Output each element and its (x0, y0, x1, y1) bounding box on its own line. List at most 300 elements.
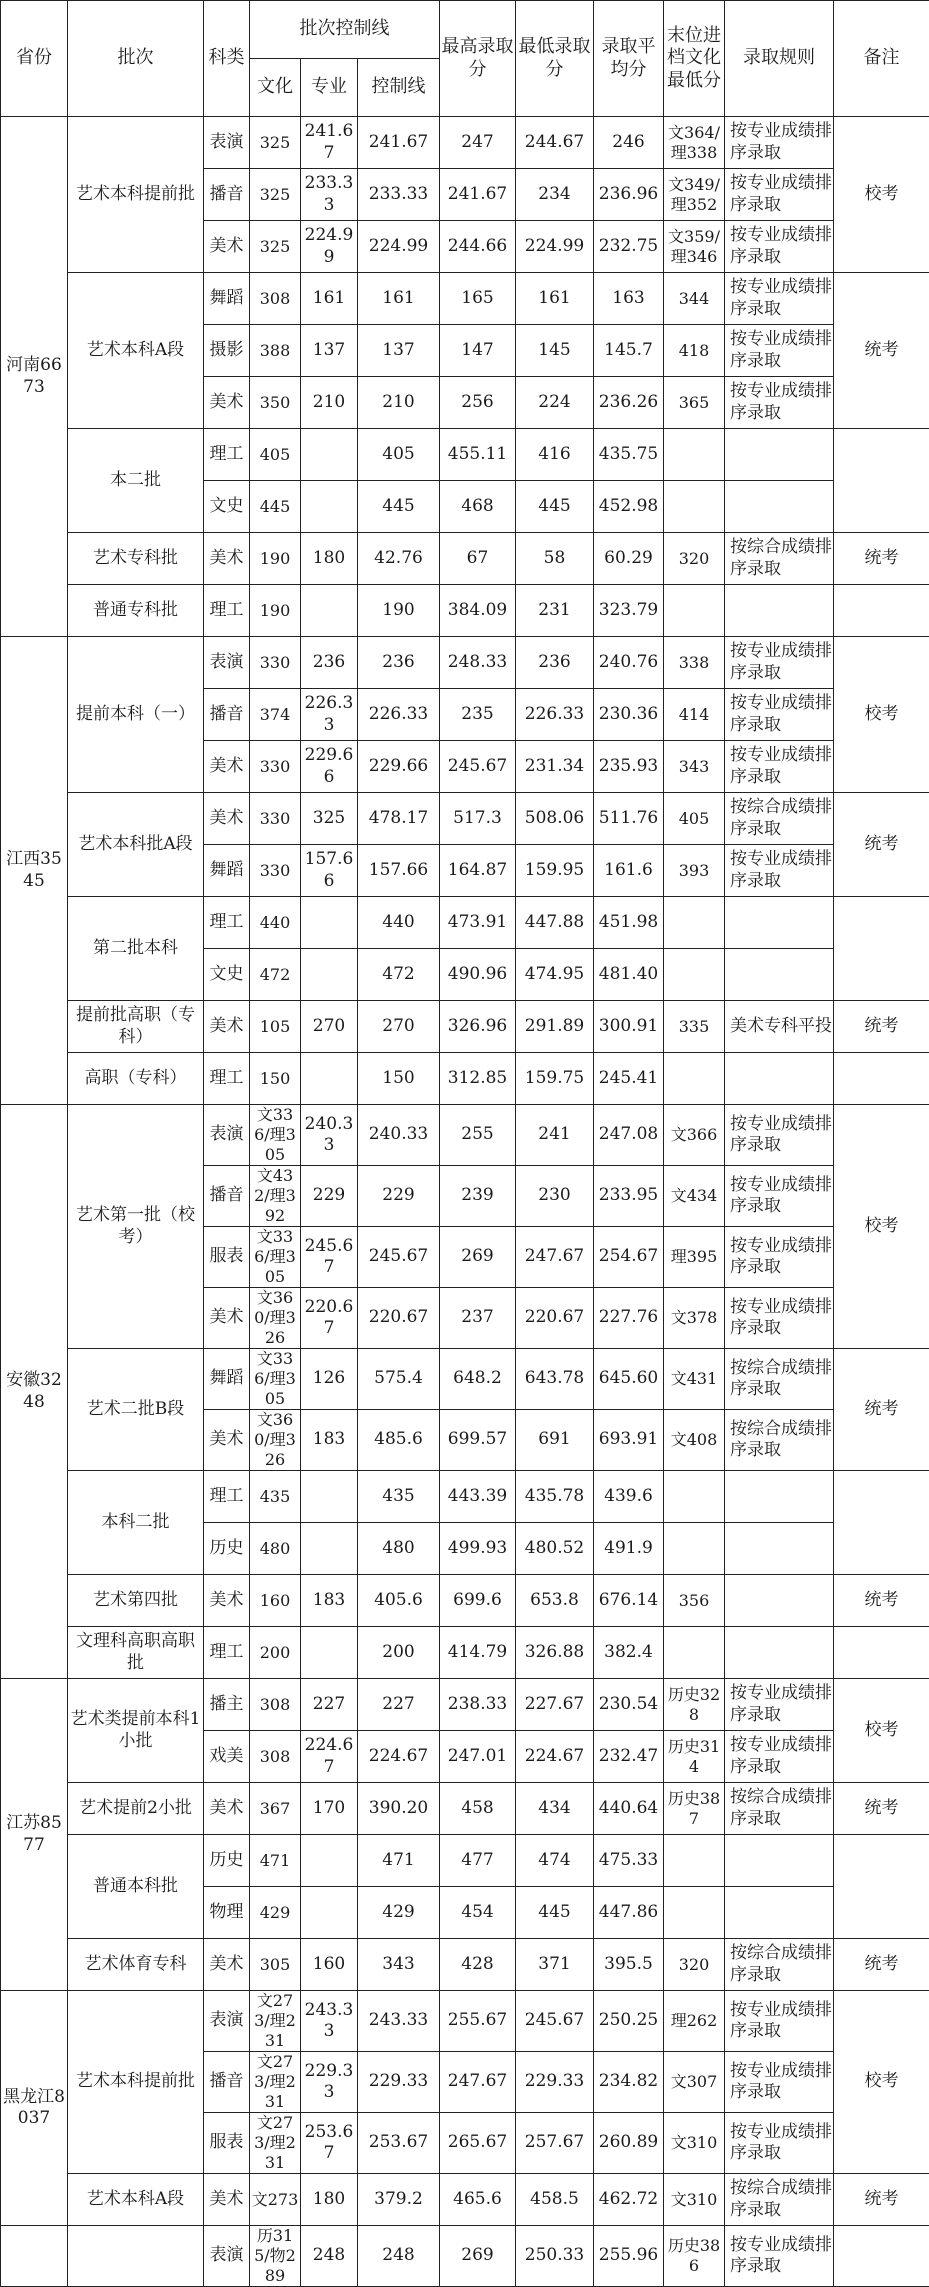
min-score-cell: 458.5 (516, 2174, 594, 2226)
culture-cell: 471 (250, 1835, 301, 1887)
culture-cell: 文273/理231 (250, 2052, 301, 2113)
avg-score-cell: 232.75 (594, 221, 664, 273)
remark-cell: 统考 (834, 1939, 929, 1991)
control-cell: 210 (358, 377, 440, 429)
min-score-cell: 161 (516, 273, 594, 325)
max-score-cell: 326.96 (440, 1001, 516, 1053)
rule-cell (725, 1887, 834, 1939)
control-cell: 157.66 (358, 845, 440, 897)
table-row (1, 117, 929, 169)
avg-score-cell: 300.91 (594, 1001, 664, 1053)
last-culture-cell: 历史387 (664, 1783, 725, 1835)
avg-score-cell: 227.76 (594, 1288, 664, 1349)
rule-cell (725, 1523, 834, 1575)
batch-cell: 艺术类提前本科1小批 (68, 1679, 204, 1783)
culture-cell: 367 (250, 1783, 301, 1835)
avg-score-cell: 254.67 (594, 1227, 664, 1288)
table-row (1, 637, 929, 689)
culture-cell: 文360/理326 (250, 1288, 301, 1349)
table-row (1, 2174, 929, 2226)
avg-score-cell: 250.25 (594, 1991, 664, 2052)
culture-cell: 325 (250, 117, 301, 169)
header-subject: 科类 (204, 1, 250, 117)
remark-cell: 统考 (834, 1349, 929, 1471)
rule-cell (725, 1627, 834, 1679)
culture-cell: 200 (250, 1627, 301, 1679)
min-score-cell: 145 (516, 325, 594, 377)
batch-cell: 艺术二批B段 (68, 1349, 204, 1471)
batch-cell (68, 2226, 204, 2287)
avg-score-cell: 232.47 (594, 1731, 664, 1783)
last-culture-cell (664, 1627, 725, 1679)
control-cell: 220.67 (358, 1288, 440, 1349)
min-score-cell: 326.88 (516, 1627, 594, 1679)
max-score-cell: 468 (440, 481, 516, 533)
min-score-cell: 226.33 (516, 689, 594, 741)
last-culture-cell: 418 (664, 325, 725, 377)
culture-cell: 190 (250, 533, 301, 585)
batch-cell: 艺术专科批 (68, 533, 204, 585)
last-culture-cell: 356 (664, 1575, 725, 1627)
last-culture-cell (664, 585, 725, 637)
culture-cell: 308 (250, 1679, 301, 1731)
rule-cell (725, 1053, 834, 1105)
control-cell: 435 (358, 1471, 440, 1523)
avg-score-cell: 255.96 (594, 2226, 664, 2287)
control-cell: 229.33 (358, 2052, 440, 2113)
min-score-cell: 474.95 (516, 949, 594, 1001)
min-score-cell: 691 (516, 1410, 594, 1471)
major-cell (301, 1835, 358, 1887)
culture-cell: 330 (250, 793, 301, 845)
major-cell: 229 (301, 1166, 358, 1227)
subject-cell: 美术 (204, 221, 250, 273)
table-row (1, 1783, 929, 1835)
max-score-cell: 699.57 (440, 1410, 516, 1471)
control-cell: 405.6 (358, 1575, 440, 1627)
remark-cell (834, 1627, 929, 1679)
avg-score-cell: 435.75 (594, 429, 664, 481)
subject-cell: 服表 (204, 1227, 250, 1288)
avg-score-cell: 260.89 (594, 2113, 664, 2174)
major-cell: 253.67 (301, 2113, 358, 2174)
avg-score-cell: 395.5 (594, 1939, 664, 1991)
avg-score-cell: 475.33 (594, 1835, 664, 1887)
major-cell: 229.33 (301, 2052, 358, 2113)
last-culture-cell: 历史314 (664, 1731, 725, 1783)
culture-cell: 历315/物289 (250, 2226, 301, 2287)
culture-cell: 325 (250, 221, 301, 273)
remark-cell: 校考 (834, 1679, 929, 1783)
avg-score-cell: 645.60 (594, 1349, 664, 1410)
avg-score-cell: 451.98 (594, 897, 664, 949)
max-score-cell: 490.96 (440, 949, 516, 1001)
table-row (1, 1471, 929, 1523)
culture-cell: 429 (250, 1887, 301, 1939)
min-score-cell: 244.67 (516, 117, 594, 169)
avg-score-cell: 245.41 (594, 1053, 664, 1105)
subject-cell: 美术 (204, 1001, 250, 1053)
control-cell: 190 (358, 585, 440, 637)
table-row (1, 1991, 929, 2052)
header-row-top (1, 1, 929, 59)
subject-cell: 历史 (204, 1523, 250, 1575)
control-cell: 229.66 (358, 741, 440, 793)
control-cell: 233.33 (358, 169, 440, 221)
rule-cell: 按专业成绩排序录取 (725, 741, 834, 793)
rule-cell: 按综合成绩排序录取 (725, 1939, 834, 1991)
culture-cell: 160 (250, 1575, 301, 1627)
subject-cell: 戏美 (204, 1731, 250, 1783)
culture-cell: 文432/理392 (250, 1166, 301, 1227)
rule-cell (725, 585, 834, 637)
max-score-cell: 67 (440, 533, 516, 585)
last-culture-cell: 文366 (664, 1105, 725, 1166)
avg-score-cell: 452.98 (594, 481, 664, 533)
batch-cell: 高职（专科） (68, 1053, 204, 1105)
culture-cell: 330 (250, 637, 301, 689)
subject-cell: 理工 (204, 1053, 250, 1105)
remark-cell (834, 897, 929, 1001)
rule-cell (725, 1835, 834, 1887)
major-cell (301, 1471, 358, 1523)
batch-cell: 提前本科（一） (68, 637, 204, 793)
subject-cell: 文史 (204, 481, 250, 533)
subject-cell: 舞蹈 (204, 1349, 250, 1410)
max-score-cell: 454 (440, 1887, 516, 1939)
max-score-cell: 165 (440, 273, 516, 325)
rule-cell: 按专业成绩排序录取 (725, 2052, 834, 2113)
max-score-cell: 443.39 (440, 1471, 516, 1523)
rule-cell: 美术专科平投 (725, 1001, 834, 1053)
rule-cell (725, 1471, 834, 1523)
min-score-cell: 245.67 (516, 1991, 594, 2052)
min-score-cell: 159.75 (516, 1053, 594, 1105)
remark-cell (834, 1471, 929, 1575)
max-score-cell: 239 (440, 1166, 516, 1227)
remark-cell: 统考 (834, 2174, 929, 2226)
table-row (1, 897, 929, 949)
province-cell: 安徽3248 (1, 1105, 68, 1679)
control-cell: 161 (358, 273, 440, 325)
max-score-cell: 414.79 (440, 1627, 516, 1679)
remark-cell: 统考 (834, 533, 929, 585)
min-score-cell: 236 (516, 637, 594, 689)
last-culture-cell (664, 1887, 725, 1939)
control-cell: 390.20 (358, 1783, 440, 1835)
major-cell: 161 (301, 273, 358, 325)
subject-cell: 舞蹈 (204, 845, 250, 897)
subject-cell: 美术 (204, 793, 250, 845)
subject-cell: 美术 (204, 1575, 250, 1627)
last-culture-cell: 335 (664, 1001, 725, 1053)
rule-cell: 按专业成绩排序录取 (725, 845, 834, 897)
remark-cell: 统考 (834, 1783, 929, 1835)
subject-cell: 理工 (204, 897, 250, 949)
batch-cell: 艺术第一批（校考） (68, 1105, 204, 1349)
culture-cell: 文273/理231 (250, 1991, 301, 2052)
max-score-cell: 517.3 (440, 793, 516, 845)
subject-cell: 服表 (204, 2113, 250, 2174)
last-culture-cell (664, 1835, 725, 1887)
rule-cell (725, 481, 834, 533)
subject-cell: 表演 (204, 2226, 250, 2287)
subject-cell: 美术 (204, 1939, 250, 1991)
culture-cell: 435 (250, 1471, 301, 1523)
control-cell: 226.33 (358, 689, 440, 741)
avg-score-cell: 323.79 (594, 585, 664, 637)
avg-score-cell: 234.82 (594, 2052, 664, 2113)
subject-cell: 美术 (204, 2174, 250, 2226)
avg-score-cell: 246 (594, 117, 664, 169)
max-score-cell: 384.09 (440, 585, 516, 637)
min-score-cell: 480.52 (516, 1523, 594, 1575)
rule-cell: 按专业成绩排序录取 (725, 689, 834, 741)
min-score-cell: 445 (516, 481, 594, 533)
control-cell: 379.2 (358, 2174, 440, 2226)
culture-cell: 472 (250, 949, 301, 1001)
culture-cell: 308 (250, 1731, 301, 1783)
province-cell: 江苏8577 (1, 1679, 68, 1991)
control-cell: 240.33 (358, 1105, 440, 1166)
rule-cell: 按专业成绩排序录取 (725, 221, 834, 273)
culture-cell: 文336/理305 (250, 1105, 301, 1166)
major-cell: 180 (301, 533, 358, 585)
subject-cell: 美术 (204, 741, 250, 793)
last-culture-cell: 文349/理352 (664, 169, 725, 221)
max-score-cell: 499.93 (440, 1523, 516, 1575)
subject-cell: 播主 (204, 1679, 250, 1731)
culture-cell: 350 (250, 377, 301, 429)
major-cell (301, 429, 358, 481)
batch-cell: 文理科高职高职批 (68, 1627, 204, 1679)
major-cell: 224.99 (301, 221, 358, 273)
header-control-group: 批次控制线 (250, 1, 440, 59)
rule-cell: 按专业成绩排序录取 (725, 273, 834, 325)
control-cell: 42.76 (358, 533, 440, 585)
last-culture-cell (664, 481, 725, 533)
subject-cell: 理工 (204, 1627, 250, 1679)
avg-score-cell: 236.26 (594, 377, 664, 429)
max-score-cell: 699.6 (440, 1575, 516, 1627)
batch-cell: 艺术本科批A段 (68, 793, 204, 897)
max-score-cell: 648.2 (440, 1349, 516, 1410)
culture-cell: 445 (250, 481, 301, 533)
control-cell: 472 (358, 949, 440, 1001)
province-cell: 黑龙江8037 (1, 1991, 68, 2226)
min-score-cell: 653.8 (516, 1575, 594, 1627)
control-cell: 270 (358, 1001, 440, 1053)
header-batch: 批次 (68, 1, 204, 117)
min-score-cell: 220.67 (516, 1288, 594, 1349)
major-cell: 224.67 (301, 1731, 358, 1783)
control-cell: 227 (358, 1679, 440, 1731)
subject-cell: 历史 (204, 1835, 250, 1887)
batch-cell: 艺术本科提前批 (68, 117, 204, 273)
rule-cell: 按专业成绩排序录取 (725, 169, 834, 221)
remark-cell (834, 2226, 929, 2287)
subject-cell: 理工 (204, 1471, 250, 1523)
control-cell: 429 (358, 1887, 440, 1939)
subject-cell: 美术 (204, 1410, 250, 1471)
max-score-cell: 465.6 (440, 2174, 516, 2226)
subject-cell: 表演 (204, 1105, 250, 1166)
rule-cell: 按专业成绩排序录取 (725, 325, 834, 377)
control-cell: 150 (358, 1053, 440, 1105)
subject-cell: 表演 (204, 1991, 250, 2052)
min-score-cell: 643.78 (516, 1349, 594, 1410)
major-cell (301, 1627, 358, 1679)
avg-score-cell: 163 (594, 273, 664, 325)
min-score-cell: 474 (516, 1835, 594, 1887)
major-cell: 170 (301, 1783, 358, 1835)
control-cell: 248 (358, 2226, 440, 2287)
control-cell: 405 (358, 429, 440, 481)
subject-cell: 理工 (204, 429, 250, 481)
culture-cell: 文336/理305 (250, 1227, 301, 1288)
province-cell: 江西3545 (1, 637, 68, 1105)
culture-cell: 文336/理305 (250, 1349, 301, 1410)
control-cell: 343 (358, 1939, 440, 1991)
avg-score-cell: 447.86 (594, 1887, 664, 1939)
rule-cell: 按综合成绩排序录取 (725, 1349, 834, 1410)
header-avg-score: 录取平均分 (594, 1, 664, 117)
avg-score-cell: 439.6 (594, 1471, 664, 1523)
subject-cell: 播音 (204, 1166, 250, 1227)
control-cell: 575.4 (358, 1349, 440, 1410)
min-score-cell: 416 (516, 429, 594, 481)
remark-cell: 校考 (834, 1991, 929, 2174)
table-row (1, 1835, 929, 1887)
min-score-cell: 371 (516, 1939, 594, 1991)
major-cell: 243.33 (301, 1991, 358, 2052)
control-cell: 224.67 (358, 1731, 440, 1783)
control-cell: 224.99 (358, 221, 440, 273)
major-cell (301, 481, 358, 533)
header-rule: 录取规则 (725, 1, 834, 117)
rule-cell: 按专业成绩排序录取 (725, 2113, 834, 2174)
control-cell: 229 (358, 1166, 440, 1227)
min-score-cell: 224.67 (516, 1731, 594, 1783)
rule-cell (725, 429, 834, 481)
rule-cell: 按专业成绩排序录取 (725, 2226, 834, 2287)
batch-cell: 本二批 (68, 429, 204, 533)
major-cell: 236 (301, 637, 358, 689)
batch-cell: 普通本科批 (68, 1835, 204, 1939)
culture-cell: 190 (250, 585, 301, 637)
control-cell: 478.17 (358, 793, 440, 845)
remark-cell: 校考 (834, 117, 929, 273)
batch-cell: 艺术第四批 (68, 1575, 204, 1627)
remark-cell: 统考 (834, 1575, 929, 1627)
rule-cell: 按专业成绩排序录取 (725, 117, 834, 169)
max-score-cell: 244.66 (440, 221, 516, 273)
batch-cell: 本科二批 (68, 1471, 204, 1575)
major-cell: 183 (301, 1575, 358, 1627)
last-culture-cell: 文378 (664, 1288, 725, 1349)
last-culture-cell: 文359/理346 (664, 221, 725, 273)
batch-cell: 第二批本科 (68, 897, 204, 1001)
min-score-cell: 224 (516, 377, 594, 429)
rule-cell: 按综合成绩排序录取 (725, 2174, 834, 2226)
min-score-cell: 247.67 (516, 1227, 594, 1288)
max-score-cell: 269 (440, 1227, 516, 1288)
max-score-cell: 269 (440, 2226, 516, 2287)
major-cell: 227 (301, 1679, 358, 1731)
subject-cell: 播音 (204, 689, 250, 741)
min-score-cell: 250.33 (516, 2226, 594, 2287)
culture-cell: 308 (250, 273, 301, 325)
avg-score-cell: 236.96 (594, 169, 664, 221)
min-score-cell: 234 (516, 169, 594, 221)
major-cell: 137 (301, 325, 358, 377)
major-cell (301, 1053, 358, 1105)
avg-score-cell: 676.14 (594, 1575, 664, 1627)
culture-cell: 388 (250, 325, 301, 377)
culture-cell: 文360/理326 (250, 1410, 301, 1471)
avg-score-cell: 230.54 (594, 1679, 664, 1731)
control-cell: 485.6 (358, 1410, 440, 1471)
last-culture-cell: 320 (664, 1939, 725, 1991)
avg-score-cell: 233.95 (594, 1166, 664, 1227)
rule-cell (725, 949, 834, 1001)
subject-cell: 舞蹈 (204, 273, 250, 325)
remark-cell (834, 1053, 929, 1105)
min-score-cell: 508.06 (516, 793, 594, 845)
control-cell: 253.67 (358, 2113, 440, 2174)
min-score-cell: 230 (516, 1166, 594, 1227)
last-culture-cell: 文431 (664, 1349, 725, 1410)
last-culture-cell: 文310 (664, 2174, 725, 2226)
culture-cell: 374 (250, 689, 301, 741)
major-cell: 229.66 (301, 741, 358, 793)
table-row (1, 1939, 929, 1991)
culture-cell: 405 (250, 429, 301, 481)
table-row (1, 273, 929, 325)
last-culture-cell: 理395 (664, 1227, 725, 1288)
table-row (1, 429, 929, 481)
remark-cell (834, 1835, 929, 1939)
last-culture-cell: 文310 (664, 2113, 725, 2174)
max-score-cell: 241.67 (440, 169, 516, 221)
subject-cell: 播音 (204, 169, 250, 221)
culture-cell: 105 (250, 1001, 301, 1053)
rule-cell: 按综合成绩排序录取 (725, 533, 834, 585)
batch-cell: 提前批高职（专科） (68, 1001, 204, 1053)
max-score-cell: 235 (440, 689, 516, 741)
rule-cell: 按专业成绩排序录取 (725, 1166, 834, 1227)
header-province: 省份 (1, 1, 68, 117)
control-cell: 236 (358, 637, 440, 689)
max-score-cell: 455.11 (440, 429, 516, 481)
major-cell (301, 1887, 358, 1939)
table-row (1, 1001, 929, 1053)
subject-cell: 摄影 (204, 325, 250, 377)
table-row (1, 2226, 929, 2287)
max-score-cell: 247 (440, 117, 516, 169)
min-score-cell: 257.67 (516, 2113, 594, 2174)
max-score-cell: 312.85 (440, 1053, 516, 1105)
major-cell: 160 (301, 1939, 358, 1991)
rule-cell: 按专业成绩排序录取 (725, 1105, 834, 1166)
last-culture-cell: 365 (664, 377, 725, 429)
rule-cell (725, 1575, 834, 1627)
rule-cell: 按专业成绩排序录取 (725, 637, 834, 689)
province-cell: 河南6673 (1, 117, 68, 637)
avg-score-cell: 247.08 (594, 1105, 664, 1166)
major-cell: 126 (301, 1349, 358, 1410)
min-score-cell: 227.67 (516, 1679, 594, 1731)
